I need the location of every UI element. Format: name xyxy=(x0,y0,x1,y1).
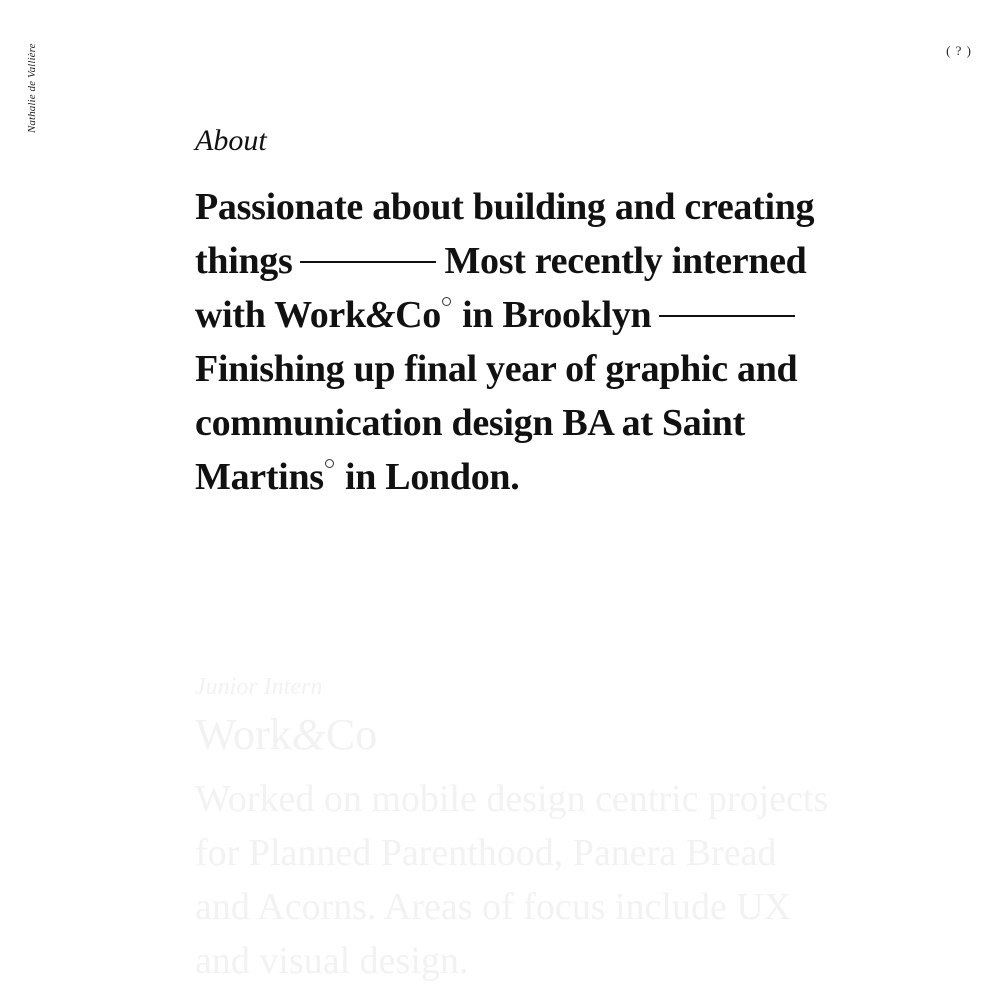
workco-link-circle-icon[interactable] xyxy=(442,297,451,306)
em-dash-divider xyxy=(300,261,436,263)
company-name-part-1: Work xyxy=(195,710,292,759)
experience-company xyxy=(195,708,835,762)
ampersand: & xyxy=(365,294,396,336)
about-text-part-6: in London. xyxy=(344,456,520,498)
site-author-name[interactable]: Nathalie de Vallière xyxy=(26,43,38,133)
company-name-part-2: Co xyxy=(325,710,378,759)
about-text xyxy=(195,180,835,504)
em-dash-divider xyxy=(659,315,795,317)
company-ampersand: & xyxy=(291,710,326,759)
about-section xyxy=(195,122,835,504)
about-text-part-3: Co xyxy=(395,294,441,336)
about-label: About xyxy=(195,124,267,157)
about-text-part-4: in Brooklyn xyxy=(462,294,652,336)
about-text-part-5: Finishing up final year of graphic and communication design BA at Saint Martins xyxy=(195,348,798,498)
experience-label: Junior Intern xyxy=(195,674,323,700)
about-text-part-1: Passionate about building and creating things xyxy=(195,186,815,282)
help-button[interactable]: ( ? ) xyxy=(946,43,972,58)
about-text-part-2: Most recently interned with Work xyxy=(195,240,807,336)
saint-martins-link-circle-icon[interactable] xyxy=(325,459,334,468)
experience-section xyxy=(195,672,835,988)
experience-description: Worked on mobile design centric projects for Planned Parenthood, Panera Bread and Acorns. Areas of focus include UX and visual design. xyxy=(195,778,829,982)
